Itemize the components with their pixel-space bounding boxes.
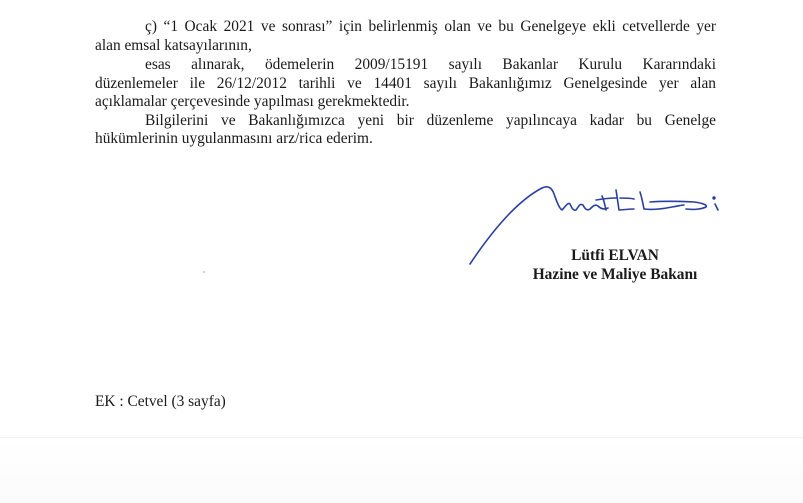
page-bottom-margin — [0, 438, 803, 503]
speck — [203, 271, 205, 273]
paragraph-esas — [95, 56, 716, 112]
signatory-name: Lütfi ELVAN — [571, 247, 659, 264]
paragraph-closing-line-1: Bilgilerini ve Bakanlığımızca yeni bir düzenleme yapılıncaya kadar bu Genelge — [145, 111, 716, 129]
paragraph-esas-line-2: düzenlemeler ile 26/12/2012 tarihli ve 14401 sayılı Bakanlığımız Genelgesinde yer alan — [95, 74, 716, 92]
paragraph-c — [95, 18, 716, 55]
paragraph-c-line-2: alan emsal katsayılarının, — [95, 36, 252, 54]
paragraph-c-line-1: ç) “1 Ocak 2021 ve sonrası” için belirlenmiş olan ve bu Genelgeye ekli cetvellerde yer — [145, 18, 716, 35]
paragraph-esas-line-1: esas alınarak, ödemelerin 2009/15191 sayılı Bakanlar Kurulu Kararındaki — [145, 56, 716, 73]
attachment-note: EK : Cetvel (3 sayfa) — [95, 393, 226, 410]
signatory-title: Hazine ve Maliye Bakanı — [532, 266, 698, 283]
signatory-block — [520, 246, 710, 284]
paragraph-esas-line-3: açıklamalar çerçevesinde yapılması gerekmektedir. — [95, 93, 410, 110]
paragraph-closing-line-2: hükümlerinin uygulanmasını arz/rica ederim. — [95, 130, 373, 147]
paragraph-closing — [95, 112, 716, 149]
document-body — [95, 18, 716, 149]
